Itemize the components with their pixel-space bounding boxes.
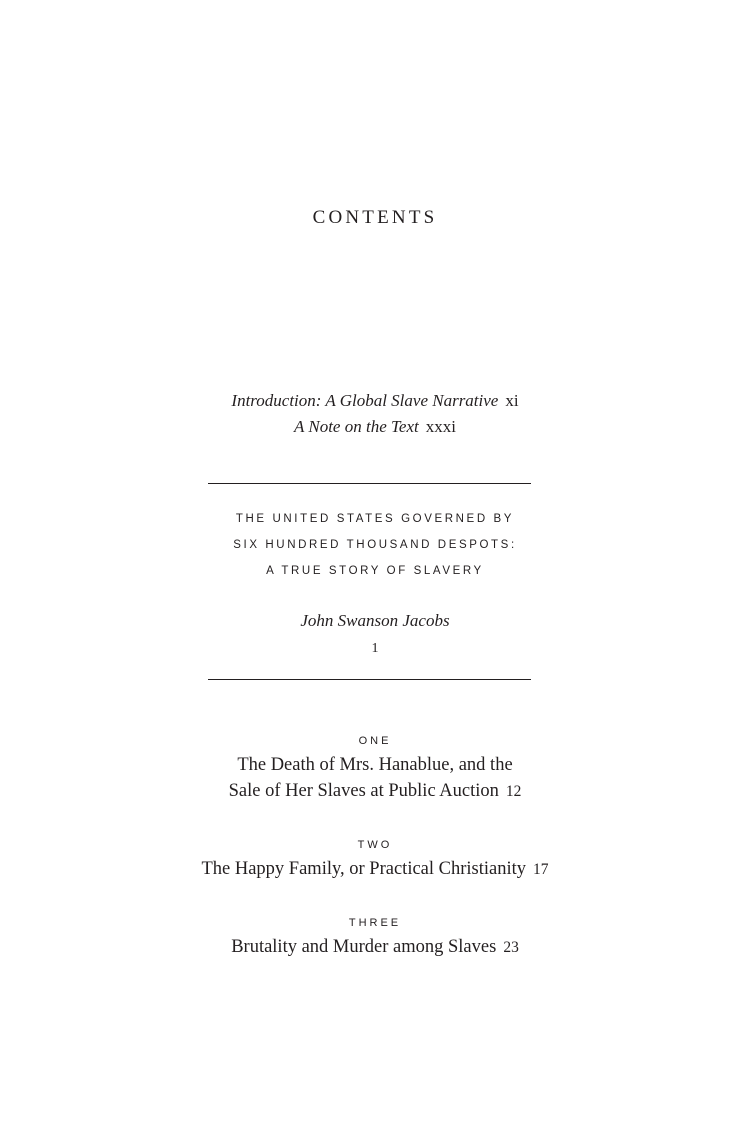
- toc-entry-note-on-text[interactable]: [0, 414, 750, 440]
- work-title-line: A TRUE STORY OF SLAVERY: [266, 565, 484, 577]
- toc-entry-page: xxxi: [425, 417, 456, 436]
- bottom-divider: [208, 679, 531, 680]
- work-author: John Swanson Jacobs: [300, 611, 450, 630]
- contents-heading: CONTENTS: [312, 207, 438, 228]
- chapter-number: TWO: [357, 839, 393, 851]
- toc-entry-introduction[interactable]: [0, 388, 750, 414]
- chapter-title-text: Brutality and Murder among Slaves: [231, 937, 497, 957]
- chapter-title-line: The Death of Mrs. Hanablue, and the: [237, 755, 513, 775]
- toc-entry-title: Introduction: A Global Slave Narrative: [231, 391, 499, 410]
- chapter-page: 23: [503, 939, 519, 956]
- chapter-title-text: The Happy Family, or Practical Christianity: [201, 859, 527, 879]
- chapter-title-text: Sale of Her Slaves at Public Auction: [228, 781, 499, 801]
- chapter-page: 17: [533, 861, 549, 878]
- chapter-page: 12: [505, 783, 522, 800]
- chapter-number: THREE: [348, 917, 402, 929]
- work-title-line: SIX HUNDRED THOUSAND DESPOTS:: [233, 539, 517, 551]
- top-divider: [208, 483, 531, 484]
- work-title-line: THE UNITED STATES GOVERNED BY: [235, 513, 515, 525]
- toc-entry-page: xi: [505, 391, 519, 410]
- chapter-title-line: [0, 778, 750, 805]
- work-page: 1: [371, 641, 379, 656]
- chapter-number: ONE: [358, 735, 392, 747]
- toc-entry-chapter-three[interactable]: [0, 934, 750, 961]
- toc-entry-chapter-two[interactable]: [0, 856, 750, 883]
- toc-entry-title: A Note on the Text: [294, 417, 419, 436]
